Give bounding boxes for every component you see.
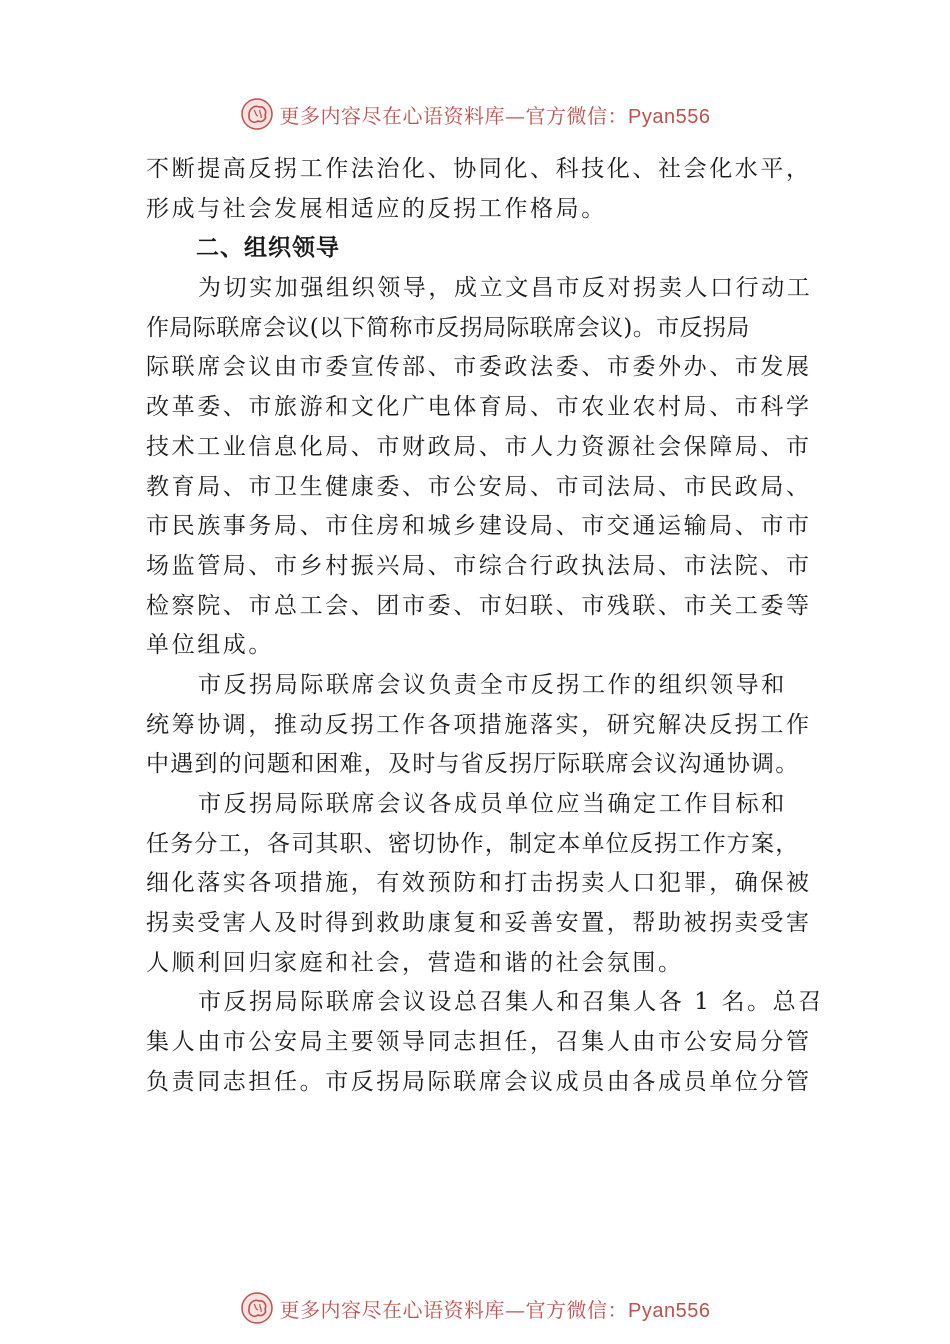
text-line: 改革委、市旅游和文化广电体育局、市农业农村局、市科学 — [146, 394, 812, 421]
watermark-wechat-id: Pyan556 — [628, 1299, 711, 1322]
watermark-footer — [0, 1288, 950, 1328]
paragraph-responsibility — [146, 666, 810, 785]
text-line: 细化落实各项措施，有效预防和打击拐卖人口犯罪，确保被 — [146, 870, 812, 897]
watermark-wechat-id: Pyan556 — [628, 105, 711, 128]
watermark-main: 更多内容尽在心语资料库 — [279, 103, 506, 128]
text-line: 不断提高反拐工作法治化、协同化、科技化、社会化水平， — [146, 156, 812, 182]
text-line: 单位组成。 — [146, 632, 274, 659]
brain-logo-icon — [240, 97, 274, 131]
watermark-text — [280, 1294, 711, 1323]
text-line: 市民族事务局、市住房和城乡建设局、市交通运输局、市市 — [146, 513, 812, 540]
text-line: 人顺利回归家庭和社会，营造和谐的社会氛围。 — [146, 949, 684, 976]
text-line: 为切实加强组织领导，成立文昌市反对拐卖人口行动工 — [198, 275, 813, 302]
text-line: 统筹协调，推动反拐工作各项措施落实，研究解决反拐工作 — [146, 711, 812, 738]
text-line: 拐卖受害人及时得到救助康复和妥善安置，帮助被拐卖受害 — [146, 910, 812, 937]
watermark-text — [280, 100, 711, 129]
text-line: 技术工业信息化局、市财政局、市人力资源社会保障局、市 — [146, 433, 812, 460]
text-line: 作局际联席会议(以下简称市反拐局际联席会议)。市反拐局 — [146, 314, 750, 341]
text-line: 教育局、市卫生健康委、市公安局、市司法局、市民政局、 — [146, 473, 812, 500]
watermark-wechat-label: 官方微信： — [525, 103, 629, 128]
text-line: 市反拐局际联席会议设总召集人和召集人各 1 名。总召 — [198, 989, 824, 1016]
watermark-header — [0, 94, 950, 134]
text-line: 检察院、市总工会、团市委、市妇联、市残联、市关工委等 — [146, 592, 812, 619]
section-heading: 二、组织领导 — [196, 235, 340, 262]
text-line: 集人由市公安局主要领导同志担任，召集人由市公安局分管 — [146, 1029, 812, 1056]
paragraph-member-units — [146, 785, 810, 983]
text-line: 任务分工，各司其职、密切协作，制定本单位反拐工作方案， — [146, 830, 800, 857]
text-line: 场监管局、市乡村振兴局、市综合行政执法局、市法院、市 — [146, 552, 812, 579]
text-line: 形成与社会发展相适应的反拐工作格局。 — [146, 195, 607, 222]
paragraph-organization — [146, 269, 813, 666]
text-line: 负责同志担任。市反拐局际联席会议成员由各成员单位分管 — [146, 1068, 812, 1095]
text-line: 中遇到的问题和困难，及时与省反拐厅际联席会议沟通协调。 — [146, 751, 800, 778]
watermark-wechat-label: 官方微信： — [525, 1297, 629, 1322]
brain-logo-icon — [240, 1291, 274, 1325]
text-line: 市反拐局际联席会议负责全市反拐工作的组织领导和 — [198, 671, 787, 698]
watermark-dash: — — [505, 103, 526, 128]
watermark-main: 更多内容尽在心语资料库 — [279, 1297, 506, 1322]
text-line: 市反拐局际联席会议各成员单位应当确定工作目标和 — [198, 791, 787, 817]
paragraph-convener — [146, 983, 824, 1102]
text-line: 际联席会议由市委宣传部、市委政法委、市委外办、市发展 — [146, 354, 812, 381]
watermark-dash: — — [505, 1297, 526, 1322]
document-body — [146, 150, 824, 1103]
